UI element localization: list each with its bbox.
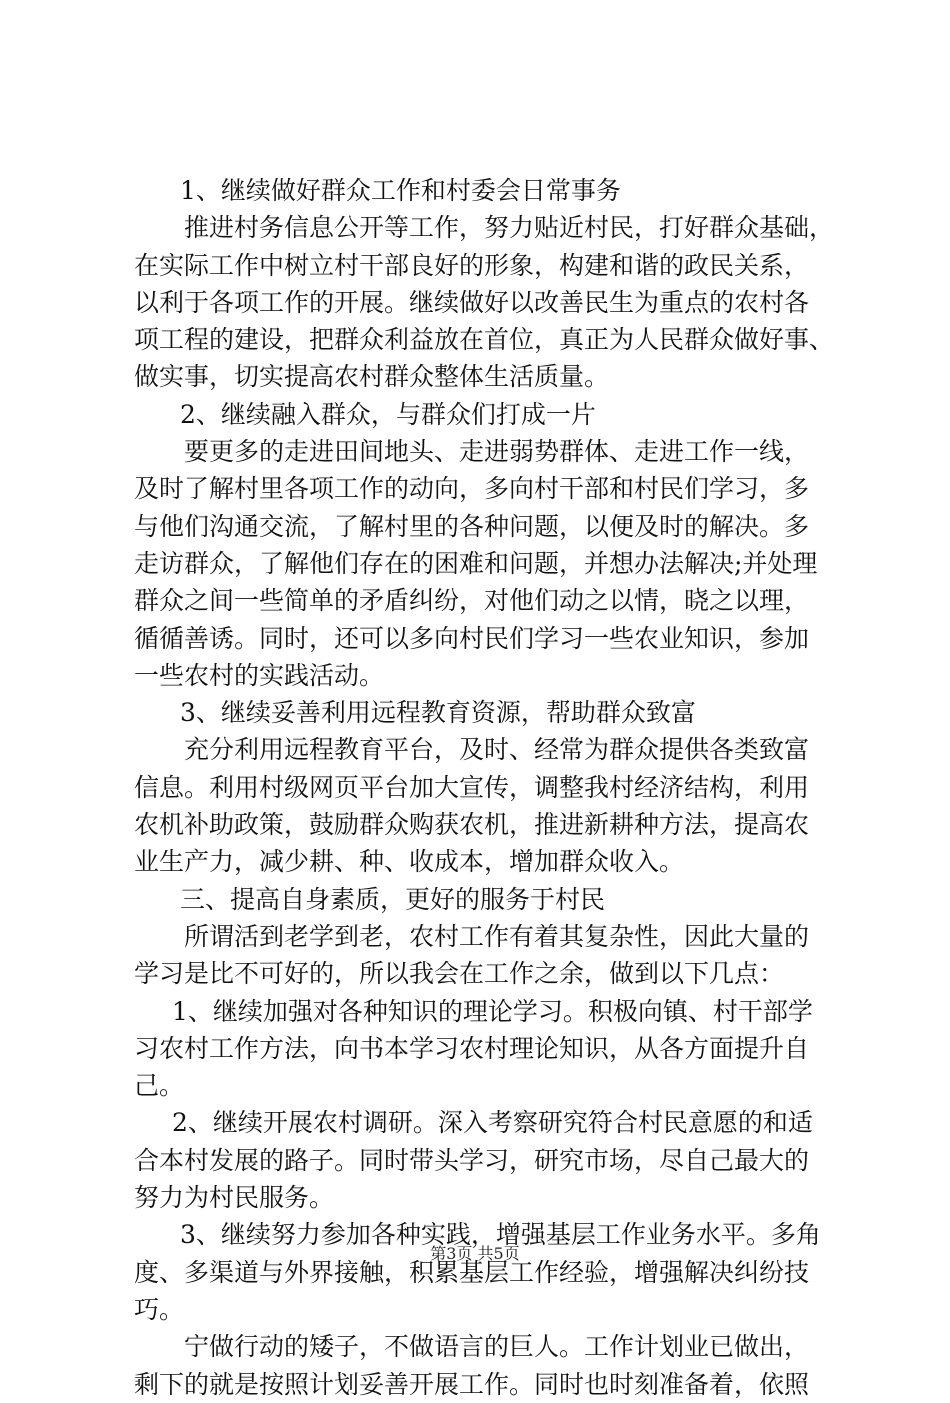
text-line: 1、继续做好群众工作和村委会日常事务 bbox=[180, 176, 621, 205]
text-line: 一些农村的实践活动。 bbox=[134, 660, 385, 690]
text-line: 2、继续融入群众，与群众们打成一片 bbox=[180, 399, 596, 429]
text-line: 度、多渠道与外界接触，积累基层工作经验，增强解决纠纷技 bbox=[134, 1257, 810, 1287]
text-line: 及时了解村里各项工作的动向，多向村干部和村民们学习，多 bbox=[134, 474, 810, 504]
text-line: 所谓活到老学到老，农村工作有着其复杂性，因此大量的 bbox=[184, 921, 810, 951]
text-line: 合本村发展的路子。同时带头学习，研究市场，尽自己最大的 bbox=[134, 1145, 810, 1175]
text-line: 2、继续开展农村调研。深入考察研究符合村民意愿的和适 bbox=[172, 1108, 813, 1138]
text-line: 推进村务信息公开等工作，努力贴近村民，打好群众基础， bbox=[184, 213, 834, 243]
text-line: 学习是比不可好的，所以我会在工作之余，做到以下几点： bbox=[134, 959, 785, 989]
text-line: 宁做行动的矮子，不做语言的巨人。工作计划业已做出， bbox=[184, 1332, 810, 1362]
text-line: 信息。利用村级网页平台加大宣传，调整我村经济结构，利用 bbox=[134, 772, 810, 802]
text-line: 1、继续加强对各种知识的理论学习。积极向镇、村干部学 bbox=[172, 996, 813, 1026]
text-line: 业生产力，减少耕、种、收成本，增加群众收入。 bbox=[134, 847, 685, 877]
page-footer: 第3页 共5页 bbox=[430, 1244, 520, 1263]
text-line: 己。 bbox=[134, 1071, 185, 1101]
text-line: 3、继续努力参加各种实践，增强基层工作业务水平。多角 bbox=[180, 1220, 821, 1250]
text-line: 巧。 bbox=[134, 1294, 185, 1324]
text-line: 走访群众，了解他们存在的困难和问题，并想办法解决;并处理 bbox=[134, 548, 818, 578]
text-line: 要更多的走进田间地头、走进弱势群体、走进工作一线， bbox=[184, 437, 810, 467]
document-body bbox=[134, 172, 834, 1403]
text-line: 做实事，切实提高农村群众整体生活质量。 bbox=[134, 362, 610, 392]
text-line: 3、继续妥善利用远程教育资源，帮助群众致富 bbox=[180, 698, 696, 728]
text-line: 项工程的建设，把群众利益放在首位，真正为人民群众做好事、 bbox=[134, 325, 834, 355]
text-line: 剩下的就是按照计划妥善开展工作。同时也时刻准备着，依照 bbox=[134, 1369, 810, 1399]
text-line: 三、提高自身素质，更好的服务于村民 bbox=[180, 884, 606, 914]
text-line: 充分利用远程教育平台，及时、经常为群众提供各类致富 bbox=[184, 735, 810, 765]
text-line: 循循善诱。同时，还可以多向村民们学习一些农业知识，参加 bbox=[134, 623, 810, 653]
text-line: 在实际工作中树立村干部良好的形象，构建和谐的政民关系， bbox=[134, 250, 810, 280]
text-line: 努力为村民服务。 bbox=[134, 1183, 335, 1213]
text-line: 群众之间一些简单的矛盾纠纷，对他们动之以情，晓之以理， bbox=[134, 586, 810, 616]
text-line: 与他们沟通交流，了解村里的各种问题，以便及时的解决。多 bbox=[134, 511, 810, 541]
text-line: 习农村工作方法，向书本学习农村理论知识，从各方面提升自 bbox=[134, 1033, 810, 1063]
text-line: 农机补助政策，鼓励群众购获农机，推进新耕种方法，提高农 bbox=[134, 810, 810, 840]
text-line: 以利于各项工作的开展。继续做好以改善民生为重点的农村各 bbox=[134, 287, 810, 317]
